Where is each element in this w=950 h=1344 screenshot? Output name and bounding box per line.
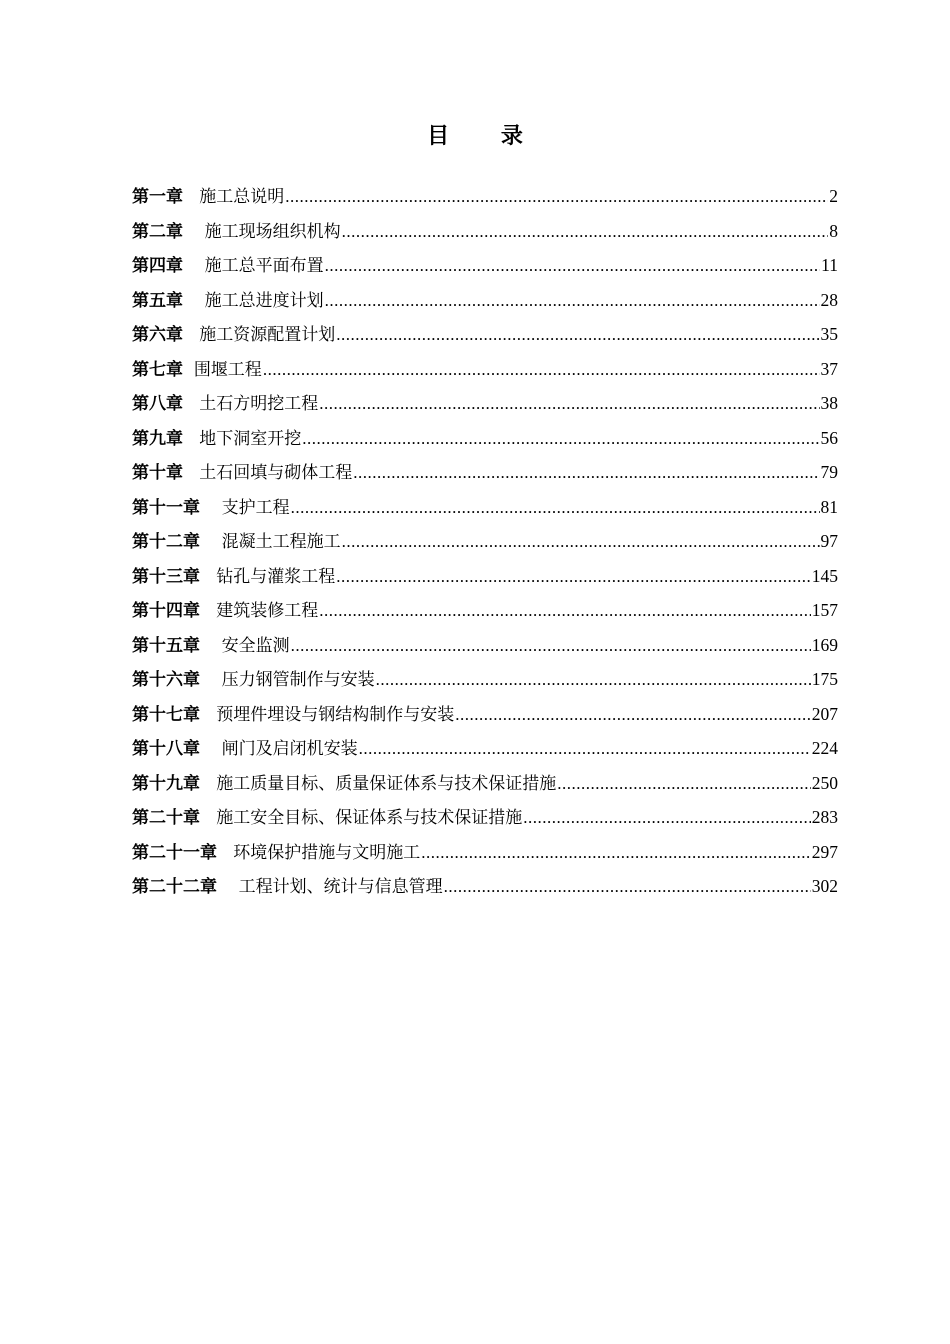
toc-spacer xyxy=(183,284,205,319)
toc-spacer xyxy=(217,870,239,905)
toc-chapter-title: 压力钢管制作与安装 xyxy=(221,670,375,690)
toc-chapter-number: 第五章 xyxy=(132,290,183,311)
toc-page-number: 81 xyxy=(820,496,838,517)
toc-page-number: 169 xyxy=(811,634,838,655)
toc-entry[interactable] xyxy=(132,662,838,697)
toc-chapter-title: 土石方明挖工程 xyxy=(199,394,319,414)
toc-spacer xyxy=(183,422,199,457)
toc-chapter-number: 第十二章 xyxy=(132,532,200,552)
toc-chapter-number: 第十五章 xyxy=(132,635,200,656)
toc-chapter-title: 工程计划、统计与信息管理 xyxy=(238,877,443,897)
toc-dot-leader xyxy=(263,353,820,388)
toc-chapter-title: 施工安全目标、保证体系与技术保证措施 xyxy=(216,808,523,828)
toc-chapter-number: 第十六章 xyxy=(132,670,200,690)
toc-chapter-number: 第六章 xyxy=(132,325,183,345)
toc-spacer xyxy=(183,180,199,215)
toc-chapter-number: 第十八章 xyxy=(132,739,200,759)
toc-chapter-number: 第十三章 xyxy=(132,566,200,587)
toc-dot-leader xyxy=(353,456,819,491)
toc-entry[interactable] xyxy=(132,731,838,766)
toc-chapter-number: 第二十二章 xyxy=(132,877,217,897)
toc-page-number: 97 xyxy=(820,531,838,551)
toc-chapter-title: 混凝土工程施工 xyxy=(221,532,341,552)
toc-page-number: 302 xyxy=(811,876,838,896)
toc-chapter-number: 第一章 xyxy=(132,187,183,207)
toc-spacer xyxy=(200,525,222,560)
toc-chapter-number: 第十四章 xyxy=(132,601,200,621)
toc-dot-leader xyxy=(336,560,811,595)
toc-spacer xyxy=(183,215,205,250)
toc-chapter-title: 预埋件埋设与钢结构制作与安装 xyxy=(216,704,455,725)
toc-entry[interactable] xyxy=(132,455,838,490)
toc-chapter-title: 环境保护措施与文明施工 xyxy=(233,842,421,863)
toc-chapter-title: 施工质量目标、质量保证体系与技术保证措施 xyxy=(216,773,557,794)
toc-dot-leader xyxy=(319,387,819,422)
toc-spacer xyxy=(183,249,205,284)
toc-chapter-number: 第二章 xyxy=(132,221,183,242)
toc-dot-leader xyxy=(421,836,811,871)
toc-entry[interactable] xyxy=(132,386,838,421)
toc-chapter-title: 钻孔与灌浆工程 xyxy=(216,566,336,587)
toc-entry[interactable] xyxy=(132,593,838,628)
toc-entry[interactable] xyxy=(132,179,838,214)
toc-chapter-number: 第十七章 xyxy=(132,704,200,725)
toc-entry[interactable] xyxy=(132,421,838,456)
toc-chapter-number: 第十一章 xyxy=(132,497,200,518)
toc-spacer xyxy=(200,629,222,664)
toc-chapter-title: 施工总平面布置 xyxy=(204,256,324,276)
toc-chapter-title: 土石回填与砌体工程 xyxy=(199,463,353,483)
toc-dot-leader xyxy=(376,663,811,698)
toc-page-number: 28 xyxy=(820,289,838,310)
toc-chapter-title: 地下洞室开挖 xyxy=(199,428,302,449)
toc-page-number: 35 xyxy=(820,324,838,344)
toc-entry[interactable] xyxy=(132,352,838,387)
toc-spacer xyxy=(200,732,222,767)
toc-page-number: 224 xyxy=(811,738,838,758)
toc-list xyxy=(132,179,838,904)
toc-page-number: 11 xyxy=(821,255,838,275)
toc-chapter-title: 施工总进度计划 xyxy=(204,290,324,311)
toc-entry[interactable] xyxy=(132,628,838,663)
toc-dot-leader xyxy=(359,732,811,767)
toc-chapter-title: 施工现场组织机构 xyxy=(204,221,341,242)
toc-page-number: 56 xyxy=(820,427,838,448)
toc-chapter-title: 支护工程 xyxy=(221,497,290,518)
toc-dot-leader xyxy=(342,525,820,560)
toc-entry[interactable] xyxy=(132,559,838,594)
toc-page-number: 8 xyxy=(829,220,838,241)
toc-title: 目 录 xyxy=(427,123,545,149)
toc-spacer xyxy=(200,698,216,733)
toc-chapter-title: 闸门及启闭机安装 xyxy=(221,739,358,759)
toc-chapter-number: 第二十章 xyxy=(132,808,200,828)
toc-chapter-number: 第二十一章 xyxy=(132,842,217,863)
toc-page-number: 79 xyxy=(820,462,838,482)
toc-page-number: 38 xyxy=(820,393,838,413)
toc-spacer xyxy=(200,663,222,698)
toc-dot-leader xyxy=(285,180,828,215)
toc-spacer xyxy=(183,387,199,422)
toc-entry[interactable] xyxy=(132,869,838,904)
toc-chapter-number: 第八章 xyxy=(132,394,183,414)
toc-chapter-number: 第七章 xyxy=(132,359,183,380)
toc-page-number: 37 xyxy=(820,358,838,379)
toc-spacer xyxy=(217,836,233,871)
toc-dot-leader xyxy=(319,594,811,629)
toc-dot-leader xyxy=(302,422,819,457)
toc-entry[interactable] xyxy=(132,283,838,318)
toc-dot-leader xyxy=(325,249,821,284)
toc-chapter-number: 第十九章 xyxy=(132,773,200,794)
toc-dot-leader xyxy=(336,318,819,353)
toc-spacer xyxy=(200,560,216,595)
toc-chapter-title: 施工总说明 xyxy=(199,187,285,207)
toc-dot-leader xyxy=(325,284,820,319)
toc-page-number: 297 xyxy=(811,841,838,862)
toc-page-number: 145 xyxy=(811,565,838,586)
toc-spacer xyxy=(183,353,194,388)
toc-entry[interactable] xyxy=(132,766,838,801)
toc-spacer xyxy=(200,767,216,802)
toc-chapter-number: 第四章 xyxy=(132,256,183,276)
toc-entry[interactable] xyxy=(132,317,838,352)
toc-chapter-title: 施工资源配置计划 xyxy=(199,325,336,345)
toc-spacer xyxy=(183,318,199,353)
toc-page-number: 250 xyxy=(811,772,838,793)
toc-chapter-title: 建筑装修工程 xyxy=(216,601,319,621)
toc-dot-leader xyxy=(291,491,820,526)
toc-dot-leader xyxy=(444,870,811,905)
toc-spacer xyxy=(200,491,222,526)
toc-chapter-title: 安全监测 xyxy=(221,635,290,656)
toc-dot-leader xyxy=(557,767,811,802)
toc-entry[interactable] xyxy=(132,214,838,249)
toc-entry[interactable] xyxy=(132,800,838,835)
toc-chapter-number: 第九章 xyxy=(132,428,183,449)
toc-page-number: 157 xyxy=(811,600,838,620)
toc-dot-leader xyxy=(523,801,811,836)
toc-spacer xyxy=(183,456,199,491)
toc-dot-leader xyxy=(455,698,811,733)
toc-entry[interactable] xyxy=(132,835,838,870)
toc-entry[interactable] xyxy=(132,524,838,559)
toc-chapter-title: 围堰工程 xyxy=(193,359,262,380)
toc-page-number: 2 xyxy=(829,186,838,206)
toc-entry[interactable] xyxy=(132,697,838,732)
toc-dot-leader xyxy=(291,629,811,664)
toc-entry[interactable] xyxy=(132,248,838,283)
toc-spacer xyxy=(200,594,216,629)
toc-page-number: 283 xyxy=(811,807,838,827)
toc-dot-leader xyxy=(342,215,829,250)
toc-page-number: 175 xyxy=(811,669,838,689)
toc-spacer xyxy=(200,801,216,836)
toc-page-number: 207 xyxy=(811,703,838,724)
toc-entry[interactable] xyxy=(132,490,838,525)
toc-chapter-number: 第十章 xyxy=(132,463,183,483)
